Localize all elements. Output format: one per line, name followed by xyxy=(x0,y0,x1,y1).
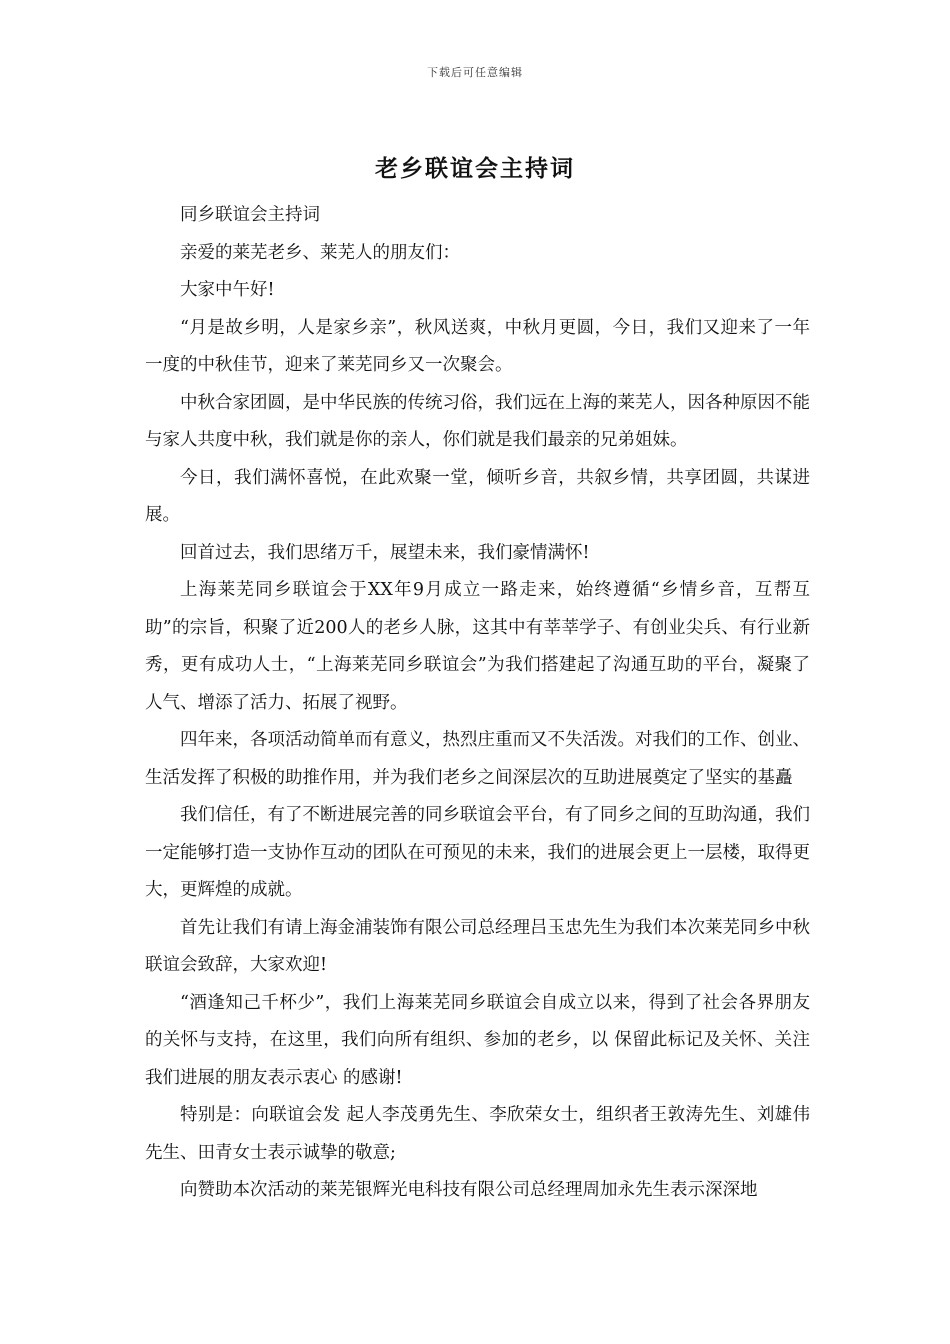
paragraph: 今日，我们满怀喜悦，在此欢聚一堂，倾听乡音，共叙乡情，共享团圆，共谋进展。 xyxy=(145,467,810,525)
document-title: 老乡联谊会主持词 xyxy=(375,155,575,182)
paragraph: “月是故乡明，人是家乡亲”，秋风送爽，中秋月更圆，今日，我们又迎来了一年一度的中秋佳节，迎来了莱芜同乡又一次聚会。 xyxy=(145,317,810,375)
paragraph: 首先让我们有请上海金浦装饰有限公司总经理吕玉忠先生为我们本次莱芜同乡中秋联谊会致辞，大家欢迎! xyxy=(145,917,810,975)
paragraph: 我们信任，有了不断进展完善的同乡联谊会平台，有了同乡之间的互助沟通，我们一定能够打造一支协作互动的团队在可预见的未来，我们的进展会更上一层楼，取得更大，更辉煌的成就。 xyxy=(145,805,810,900)
paragraph: 中秋合家团圆，是中华民族的传统习俗，我们远在上海的莱芜人，因各种原因不能与家人共度中秋，我们就是你的亲人，你们就是我们最亲的兄弟姐妹。 xyxy=(145,392,810,450)
paragraph: 大家中午好! xyxy=(180,280,275,300)
page-header-note: 下载后可任意编辑 xyxy=(427,66,523,79)
paragraph: 亲爱的莱芜老乡、莱芜人的朋友们： xyxy=(180,242,460,263)
document-body xyxy=(145,197,810,1210)
paragraph: 回首过去，我们思绪万千，展望未来，我们豪情满怀! xyxy=(180,542,590,563)
paragraph: 四年来，各项活动简单而有意义，热烈庄重而又不失活泼。对我们的工作、创业、生活发挥了积极的助推作用，并为我们老乡之间深层次的互助进展奠定了坚实的基矗 xyxy=(145,730,810,788)
paragraph: 向赞助本次活动的莱芜银辉光电科技有限公司总经理周加永先生表示深深地 xyxy=(180,1180,758,1200)
paragraph: 特别是：向联谊会发 起人李茂勇先生、李欣荣女士，组织者王敦涛先生、刘雄伟先生、田青女士表示诚挚的敬意; xyxy=(145,1105,810,1163)
paragraph: “酒逢知己千杯少”，我们上海莱芜同乡联谊会自成立以来，得到了社会各界朋友的关怀与支持，在这里，我们向所有组织、参加的老乡，以 保留此标记及关怀、关注我们进展的朋友表示衷心 的感谢! xyxy=(145,992,810,1088)
paragraph: 同乡联谊会主持词 xyxy=(180,205,320,225)
paragraph: 上海莱芜同乡联谊会于XX年9月成立一路走来，始终遵循“乡情乡音，互帮互助”的宗旨，积聚了近200人的老乡人脉，这其中有莘莘学子、有创业尖兵、有行业新秀，更有成功人士，“上海莱芜同乡联谊会”为我们搭建起了沟通互助的平台，凝聚了人气、增添了活力、拓展了视野。 xyxy=(145,580,810,713)
